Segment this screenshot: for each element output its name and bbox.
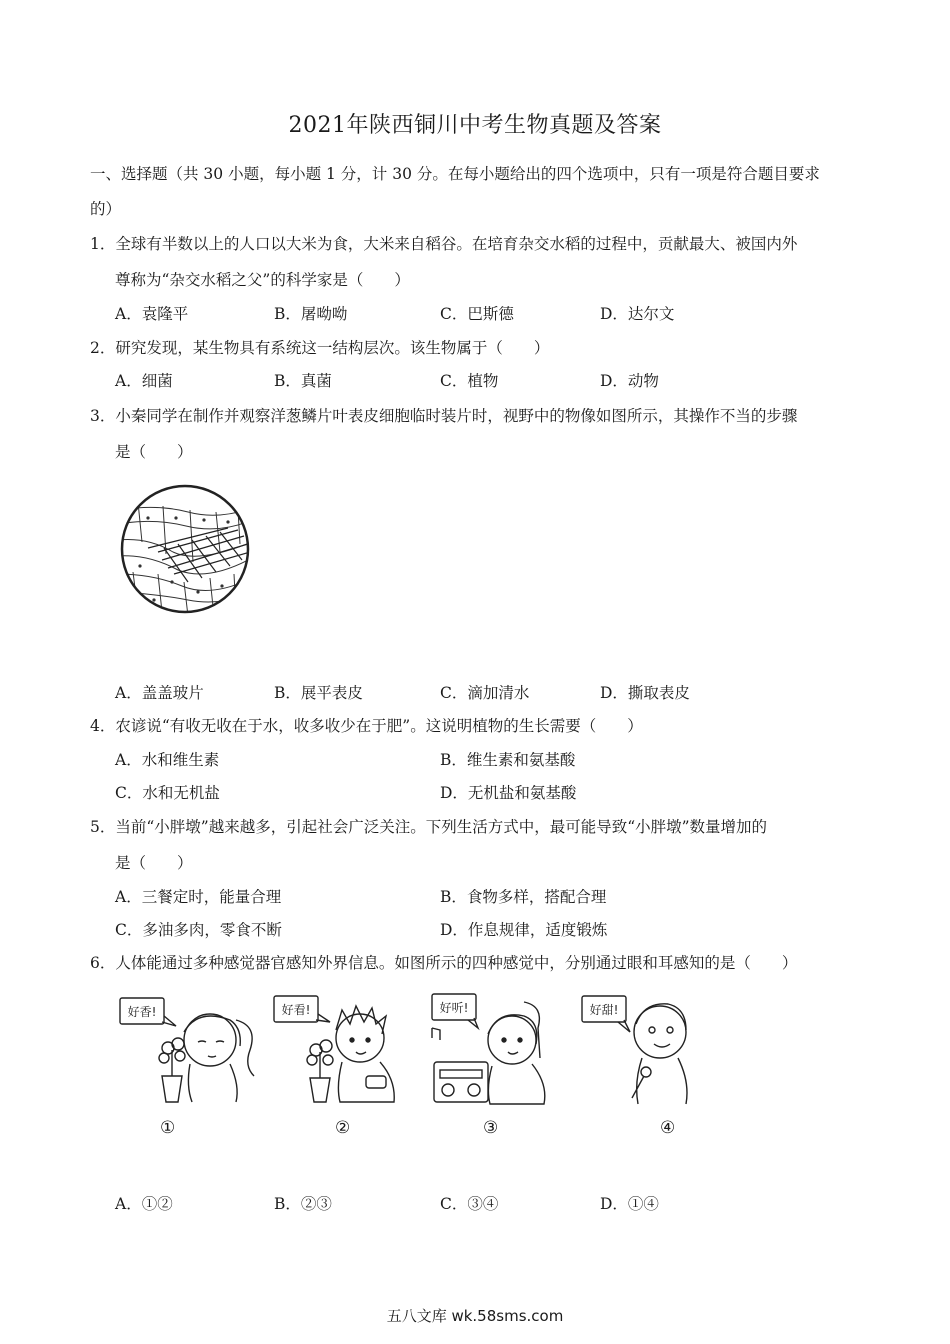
figure-label-2: ② <box>335 1118 351 1138</box>
q4-option-a: A．水和维生素 <box>115 751 220 769</box>
q6-option-d: D．①④ <box>600 1195 659 1213</box>
q5-option-b: B．食物多样，搭配合理 <box>440 888 607 906</box>
q5-stem-line1: 5．当前“小胖墩”越来越多，引起社会广泛关注。下列生活方式中，最可能导致“小胖墩”数量增加的 <box>90 818 768 836</box>
q3-stem-line2: 是（ ） <box>115 443 193 461</box>
q2-option-d: D．动物 <box>600 372 659 390</box>
q3-option-c: C．滴加清水 <box>440 684 530 702</box>
bubble-3-text: 好听! <box>439 1001 469 1015</box>
q3-stem-line1: 3．小秦同学在制作并观察洋葱鳞片叶表皮细胞临时装片时，视野中的物像如图所示，其操作不当的步骤 <box>90 407 798 425</box>
q6-option-b: B．②③ <box>274 1195 332 1213</box>
q1-stem-line1: 1．全球有半数以上的人口以大米为食，大米来自稻谷。在培育杂交水稻的过程中，贡献最大、被国内外 <box>90 235 798 253</box>
q3-option-d: D．撕取表皮 <box>600 684 690 702</box>
sense-figure-2 <box>270 990 410 1110</box>
sense-figure-3 <box>428 988 558 1110</box>
q5-option-a: A．三餐定时，能量合理 <box>115 888 282 906</box>
footer-watermark: 五八文库 wk.58sms.com <box>386 1307 564 1325</box>
q3-option-a: A．盖盖玻片 <box>115 684 204 702</box>
sense-figure-1 <box>118 990 268 1110</box>
figure-label-1: ① <box>160 1118 176 1138</box>
bubble-4-text: 好甜! <box>589 1003 619 1017</box>
q1-option-a: A．袁隆平 <box>115 305 189 323</box>
q2-option-b: B．真菌 <box>274 372 332 390</box>
q6-stem-line1: 6．人体能通过多种感觉器官感知外界信息。如图所示的四种感觉中，分别通过眼和耳感知的是（ ） <box>90 954 798 972</box>
q6-option-c: C．③④ <box>440 1195 499 1213</box>
bubble-1-text: 好香! <box>127 1005 157 1019</box>
q2-option-c: C．植物 <box>440 372 499 390</box>
q4-option-d: D．无机盐和氨基酸 <box>440 784 577 802</box>
q1-option-d: D．达尔文 <box>600 305 675 323</box>
q6-option-a: A．①② <box>115 1195 173 1213</box>
section-instructions-line2: 的） <box>90 200 122 218</box>
q1-option-b: B．屠呦呦 <box>274 305 348 323</box>
bubble-2-text: 好看! <box>281 1003 311 1017</box>
page-title: 2021年陕西铜川中考生物真题及答案 <box>288 113 662 138</box>
q1-option-c: C．巴斯德 <box>440 305 514 323</box>
q5-stem-line2: 是（ ） <box>115 854 193 872</box>
figure-label-3: ③ <box>483 1118 499 1138</box>
q4-stem-line1: 4．农谚说“有收无收在于水，收多收少在于肥”。这说明植物的生长需要（ ） <box>90 717 643 735</box>
q4-option-c: C．水和无机盐 <box>115 784 220 802</box>
q5-option-c: C．多油多肉，零食不断 <box>115 921 282 939</box>
section-instructions-line1: 一、选择题（共 30 小题，每小题 1 分，计 30 分。在每小题给出的四个选项中，只有一项是符合题目要求 <box>90 165 820 183</box>
figure-label-4: ④ <box>660 1118 676 1138</box>
q1-stem-line2: 尊称为“杂交水稻之父”的科学家是（ ） <box>115 271 410 289</box>
sense-figure-4 <box>578 990 708 1110</box>
q4-option-b: B．维生素和氨基酸 <box>440 751 576 769</box>
q3-option-b: B．展平表皮 <box>274 684 363 702</box>
microscope-view-figure <box>118 482 252 616</box>
q2-option-a: A．细菌 <box>115 372 173 390</box>
q2-stem-line1: 2．研究发现，某生物具有系统这一结构层次。该生物属于（ ） <box>90 339 550 357</box>
q5-option-d: D．作息规律，适度锻炼 <box>440 921 608 939</box>
